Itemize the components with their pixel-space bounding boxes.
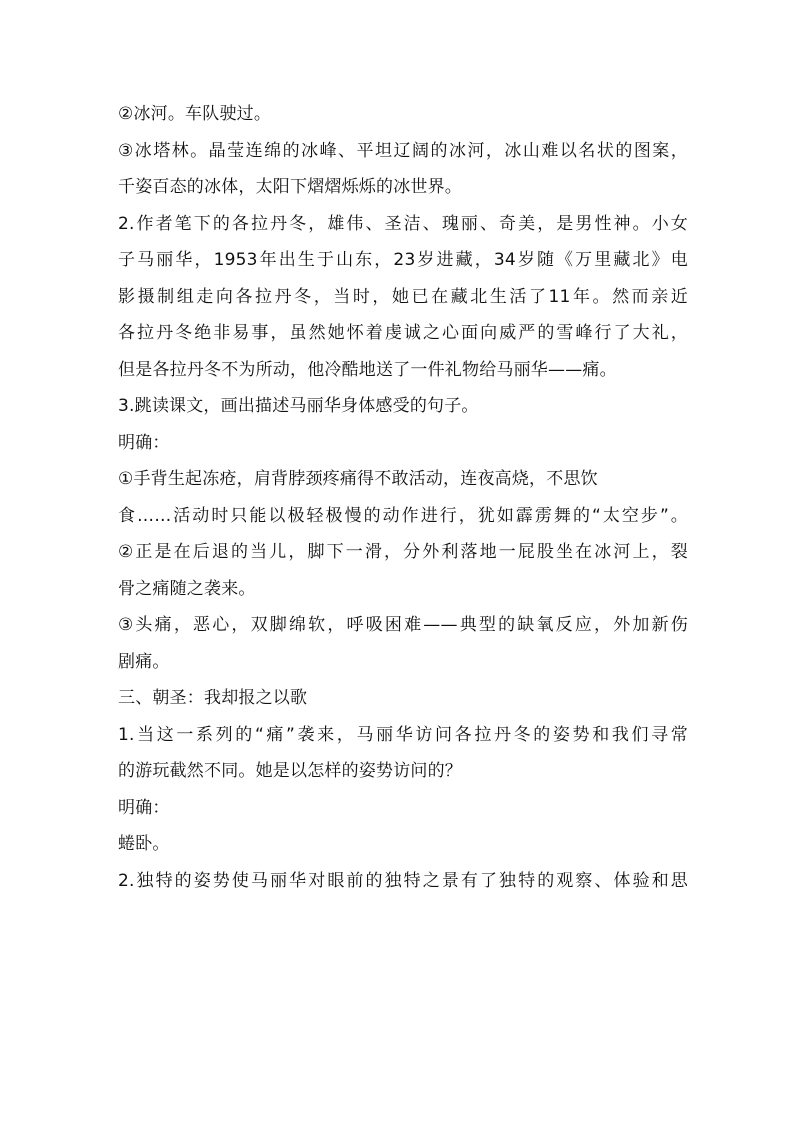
text-line: ②正是在后退的当儿，脚下一滑，分外利落地一屁股坐在冰河上，裂 xyxy=(118,542,688,562)
text-line: 各拉丹冬绝非易事，虽然她怀着虔诚之心面向威严的雪峰行了大礼， xyxy=(118,323,688,343)
text-line: 影摄制组走向各拉丹冬，当时，她已在藏北生活了11年。然而亲近 xyxy=(118,286,688,307)
text-line: 子马丽华，1953年出生于山东，23岁进藏，34岁随《万里藏北》电 xyxy=(118,250,688,270)
text-line: 剧痛。 xyxy=(118,651,170,672)
text-line: 的游玩截然不同。她是以怎样的姿势访问的？ xyxy=(118,761,462,781)
text-line: ③冰塔林。晶莹连绵的冰峰、平坦辽阔的冰河，冰山难以名状的图案， xyxy=(118,140,688,161)
text-line: 但是各拉丹冬不为所动，他冷酷地送了一件礼物给马丽华——痛。 xyxy=(118,359,617,380)
text-line: 2.独特的姿势使马丽华对眼前的独特之景有了独特的观察、体验和思 xyxy=(118,870,688,891)
text-line: 1.当这一系列的“痛”袭来，马丽华访问各拉丹冬的姿势和我们寻常 xyxy=(118,724,688,745)
text-line: 千姿百态的冰体，太阳下熠熠烁烁的冰世界。 xyxy=(118,177,462,197)
document-body xyxy=(118,96,688,899)
section-heading: 三、朝圣：我却报之以歌 xyxy=(118,688,308,708)
text-line: 骨之痛随之袭来。 xyxy=(118,578,256,599)
text-line: ②冰河。车队驶过。 xyxy=(118,104,272,124)
text-line: 3.跳读课文，画出描述马丽华身体感受的句子。 xyxy=(118,396,479,416)
text-line: 明确： xyxy=(118,432,170,453)
text-line: ③头痛，恶心，双脚绵软，呼吸困难——典型的缺氧反应，外加新伤 xyxy=(118,615,688,635)
text-line: ①手背生起冻疮，肩背脖颈疼痛得不敢活动，连夜高烧，不思饮 xyxy=(118,469,598,489)
text-line: 2.作者笔下的各拉丹冬，雄伟、圣洁、瑰丽、奇美，是男性神。小女 xyxy=(118,213,688,234)
text-line: 蜷卧。 xyxy=(118,834,170,854)
text-line: 明确： xyxy=(118,797,170,818)
text-line: 食……活动时只能以极轻极慢的动作进行，犹如霹雳舞的“太空步”。 xyxy=(118,505,688,526)
